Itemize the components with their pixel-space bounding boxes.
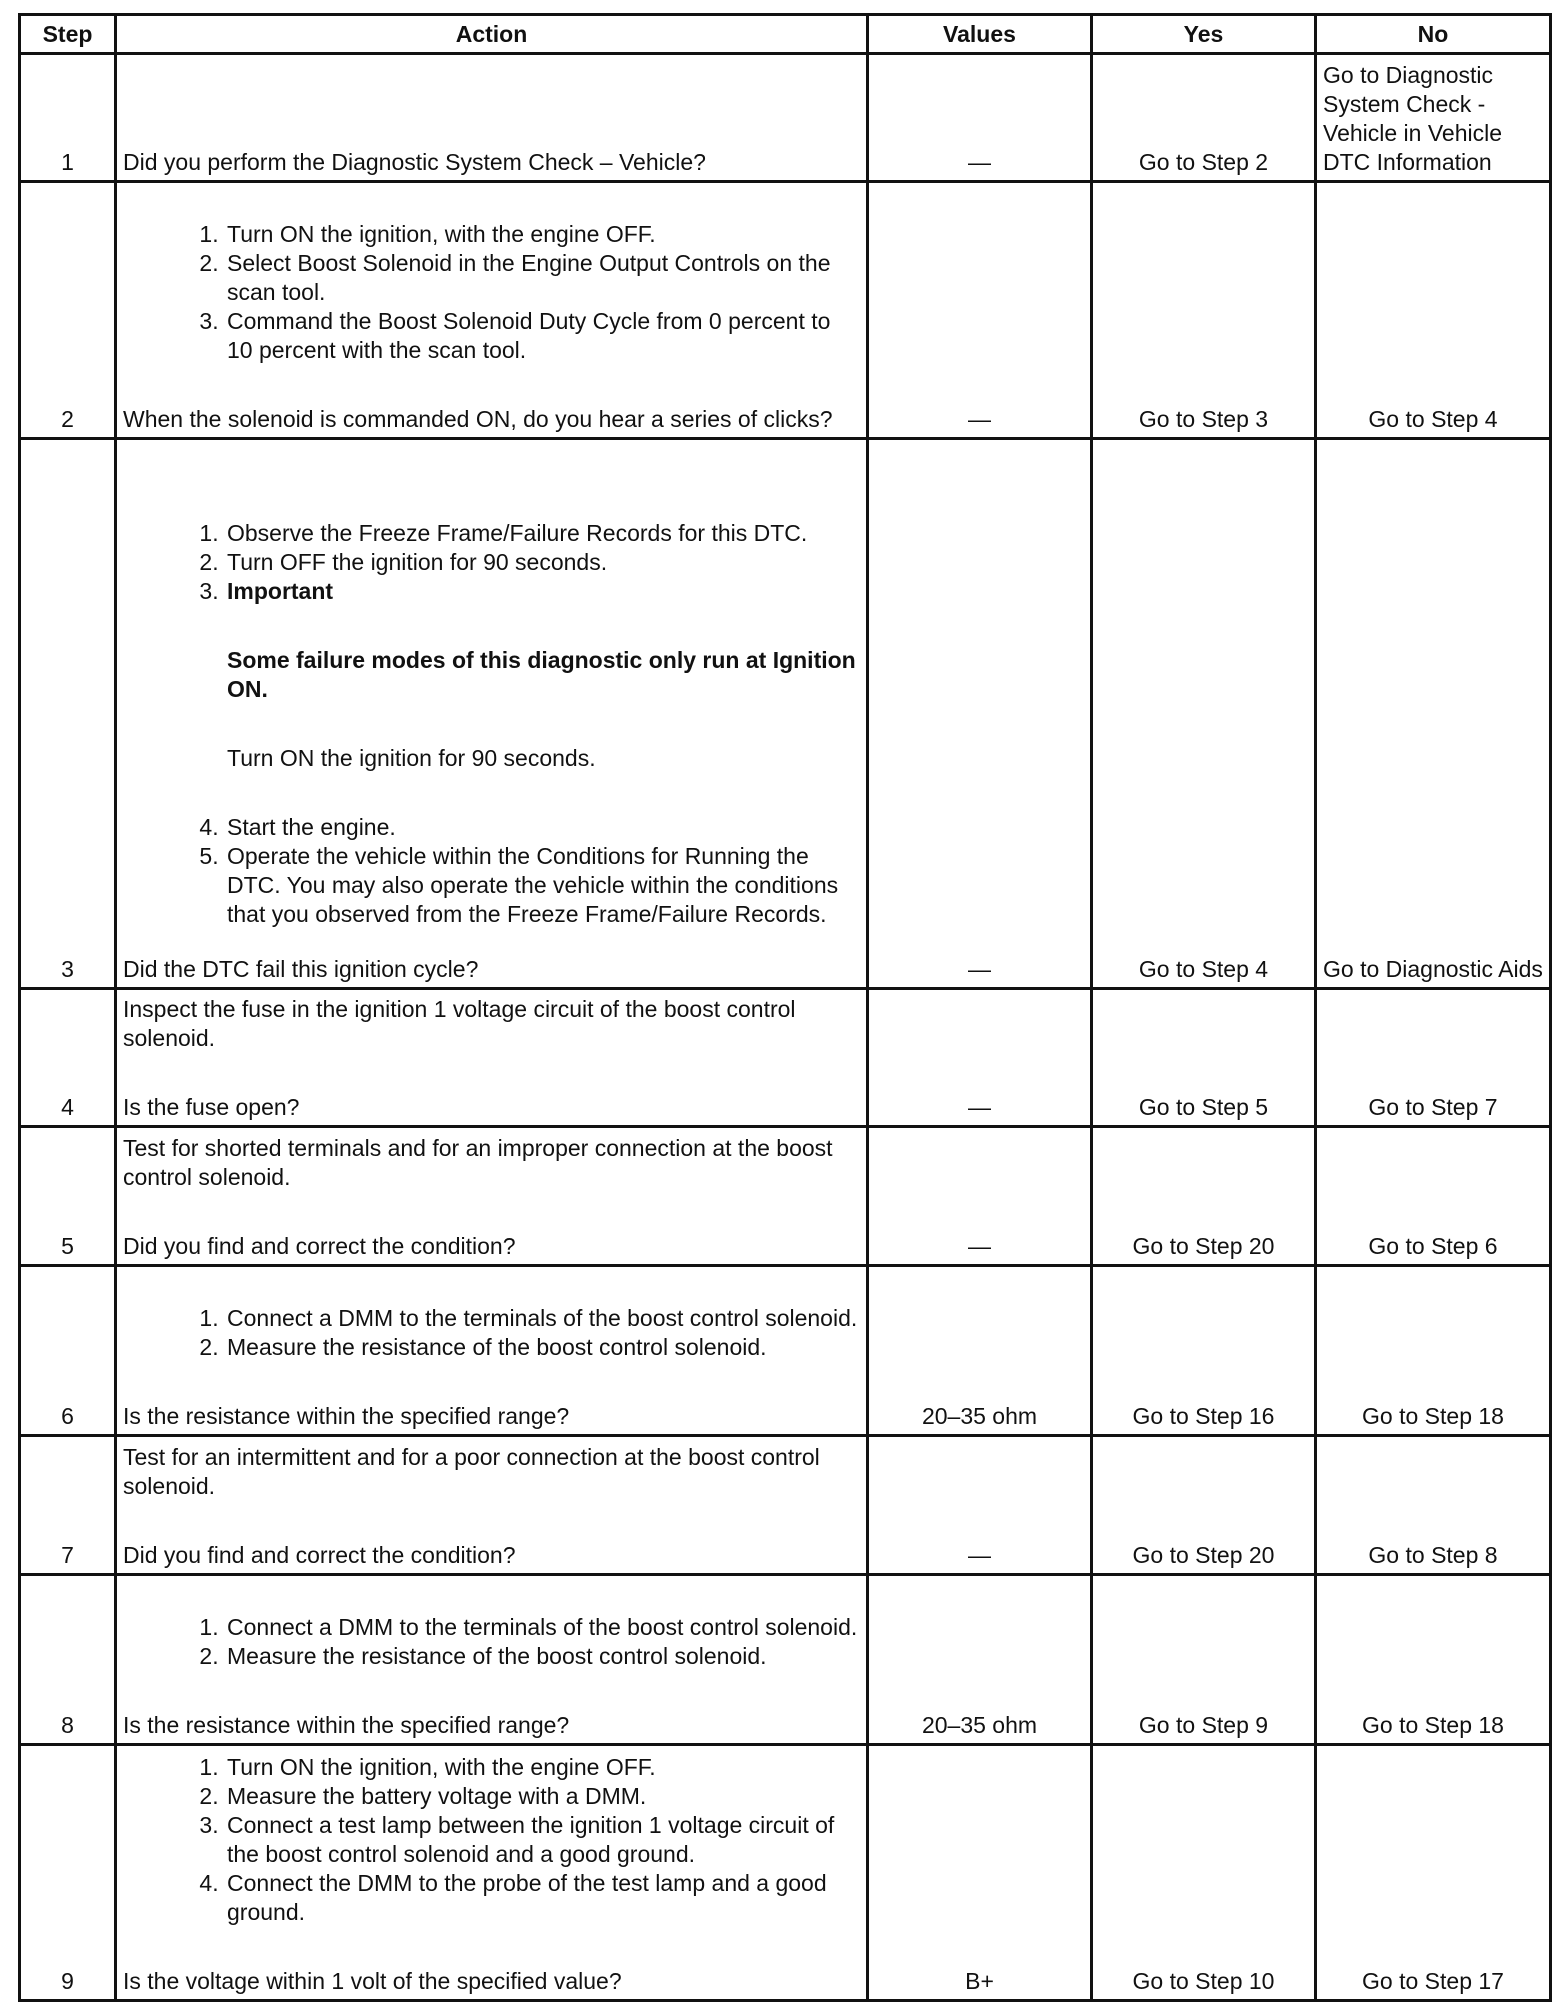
- action-step: 2. Measure the resistance of the boost control solenoid.: [225, 1333, 860, 1362]
- header-row: [20, 15, 1551, 54]
- important-text: Turn ON the ignition for 90 seconds.: [227, 745, 596, 771]
- step-number: 7: [20, 1436, 116, 1575]
- action-steps: [123, 813, 860, 929]
- table-row: [20, 1575, 1551, 1745]
- no-cell: Go to Step 7: [1316, 989, 1551, 1127]
- action-cell: [116, 182, 868, 439]
- header-yes: Yes: [1092, 15, 1316, 54]
- action-question: Did you find and correct the condition?: [123, 1542, 516, 1568]
- action-step: 3. Connect a test lamp between the ignition 1 voltage circuit of the boost control solenoid and a good ground.: [225, 1811, 860, 1869]
- yes-cell: Go to Step 16: [1092, 1266, 1316, 1436]
- action-cell: [116, 1127, 868, 1266]
- action-cell: [116, 989, 868, 1127]
- action-step: 2. Measure the resistance of the boost control solenoid.: [225, 1642, 860, 1671]
- yes-cell: Go to Step 5: [1092, 989, 1316, 1127]
- action-steps: [123, 1304, 860, 1362]
- step-number: 1: [20, 54, 116, 182]
- action-text: Did you perform the Diagnostic System Check – Vehicle?: [123, 149, 706, 175]
- important-note: Some failure modes of this diagnostic only run at Ignition ON.: [227, 647, 856, 702]
- action-question: Did the DTC fail this ignition cycle?: [123, 956, 479, 982]
- values-cell: —: [868, 182, 1092, 439]
- yes-cell: Go to Step 4: [1092, 439, 1316, 989]
- action-question: Did you find and correct the condition?: [123, 1233, 516, 1259]
- values-cell: —: [868, 439, 1092, 989]
- action-text: Inspect the fuse in the ignition 1 voltage circuit of the boost control solenoid.: [123, 996, 796, 1051]
- action-question: Is the resistance within the specified range?: [123, 1712, 570, 1738]
- action-step: 2. Turn OFF the ignition for 90 seconds.: [225, 548, 860, 577]
- step-number: 5: [20, 1127, 116, 1266]
- action-step: 4. Start the engine.: [225, 813, 860, 842]
- action-steps: [123, 220, 860, 365]
- action-text: Test for shorted terminals and for an improper connection at the boost control solenoid.: [123, 1135, 833, 1190]
- action-step: 1. Observe the Freeze Frame/Failure Records for this DTC.: [225, 519, 860, 548]
- action-steps: [123, 1613, 860, 1671]
- diagnostic-table: [18, 13, 1552, 2002]
- action-step: 3. Command the Boost Solenoid Duty Cycle from 0 percent to 10 percent with the scan tool.: [225, 307, 860, 365]
- no-cell: Go to Diagnostic System Check - Vehicle in Vehicle DTC Information: [1316, 54, 1551, 182]
- action-step: 1. Turn ON the ignition, with the engine OFF.: [225, 220, 860, 249]
- table-row: [20, 54, 1551, 182]
- action-cell: [116, 439, 868, 989]
- table-row: [20, 1745, 1551, 2001]
- header-step: Step: [20, 15, 116, 54]
- no-cell: Go to Step 6: [1316, 1127, 1551, 1266]
- action-cell: [116, 1266, 868, 1436]
- important-label: Important: [227, 578, 334, 604]
- yes-cell: Go to Step 10: [1092, 1745, 1316, 2001]
- action-steps: [123, 1753, 860, 1927]
- step-number: 8: [20, 1575, 116, 1745]
- action-question: Is the resistance within the specified range?: [123, 1403, 570, 1429]
- step-number: 4: [20, 989, 116, 1127]
- action-cell: [116, 54, 868, 182]
- action-question: Is the fuse open?: [123, 1094, 300, 1120]
- values-cell: —: [868, 989, 1092, 1127]
- action-step: 4. Connect the DMM to the probe of the test lamp and a good ground.: [225, 1869, 860, 1927]
- header-action: Action: [116, 15, 868, 54]
- action-step: 5. Operate the vehicle within the Conditions for Running the DTC. You may also operate the vehicle within the conditions that you observed from the Freeze Frame/Failure Records.: [225, 842, 860, 929]
- action-step: 1. Connect a DMM to the terminals of the boost control solenoid.: [225, 1304, 860, 1333]
- table-row: [20, 989, 1551, 1127]
- table-row: [20, 1266, 1551, 1436]
- action-cell: [116, 1436, 868, 1575]
- table-row: [20, 439, 1551, 989]
- action-steps: [123, 519, 860, 773]
- action-step: 2. Measure the battery voltage with a DMM.: [225, 1782, 860, 1811]
- values-cell: 20–35 ohm: [868, 1266, 1092, 1436]
- yes-cell: Go to Step 20: [1092, 1436, 1316, 1575]
- yes-cell: Go to Step 9: [1092, 1575, 1316, 1745]
- step-number: 3: [20, 439, 116, 989]
- table-row: [20, 182, 1551, 439]
- no-cell: Go to Step 18: [1316, 1266, 1551, 1436]
- yes-cell: Go to Step 20: [1092, 1127, 1316, 1266]
- values-cell: —: [868, 1436, 1092, 1575]
- no-cell: Go to Step 18: [1316, 1575, 1551, 1745]
- values-cell: —: [868, 1127, 1092, 1266]
- no-cell: Go to Diagnostic Aids: [1316, 439, 1551, 989]
- header-values: Values: [868, 15, 1092, 54]
- action-question: Is the voltage within 1 volt of the specified value?: [123, 1968, 622, 1994]
- no-cell: Go to Step 8: [1316, 1436, 1551, 1575]
- action-step: 1. Connect a DMM to the terminals of the boost control solenoid.: [225, 1613, 860, 1642]
- step-number: 6: [20, 1266, 116, 1436]
- action-cell: [116, 1575, 868, 1745]
- action-text: Test for an intermittent and for a poor connection at the boost control solenoid.: [123, 1444, 820, 1499]
- no-cell: Go to Step 17: [1316, 1745, 1551, 2001]
- values-cell: 20–35 ohm: [868, 1575, 1092, 1745]
- no-cell: Go to Step 4: [1316, 182, 1551, 439]
- step-number: 2: [20, 182, 116, 439]
- action-question: When the solenoid is commanded ON, do you hear a series of clicks?: [123, 406, 833, 432]
- yes-cell: Go to Step 2: [1092, 54, 1316, 182]
- action-step: 1. Turn ON the ignition, with the engine OFF.: [225, 1753, 860, 1782]
- table-row: [20, 1127, 1551, 1266]
- values-cell: B+: [868, 1745, 1092, 2001]
- action-step-important: [225, 577, 860, 773]
- header-no: No: [1316, 15, 1551, 54]
- step-number: 9: [20, 1745, 116, 2001]
- table-row: [20, 1436, 1551, 1575]
- yes-cell: Go to Step 3: [1092, 182, 1316, 439]
- values-cell: —: [868, 54, 1092, 182]
- action-step: 2. Select Boost Solenoid in the Engine Output Controls on the scan tool.: [225, 249, 860, 307]
- action-cell: [116, 1745, 868, 2001]
